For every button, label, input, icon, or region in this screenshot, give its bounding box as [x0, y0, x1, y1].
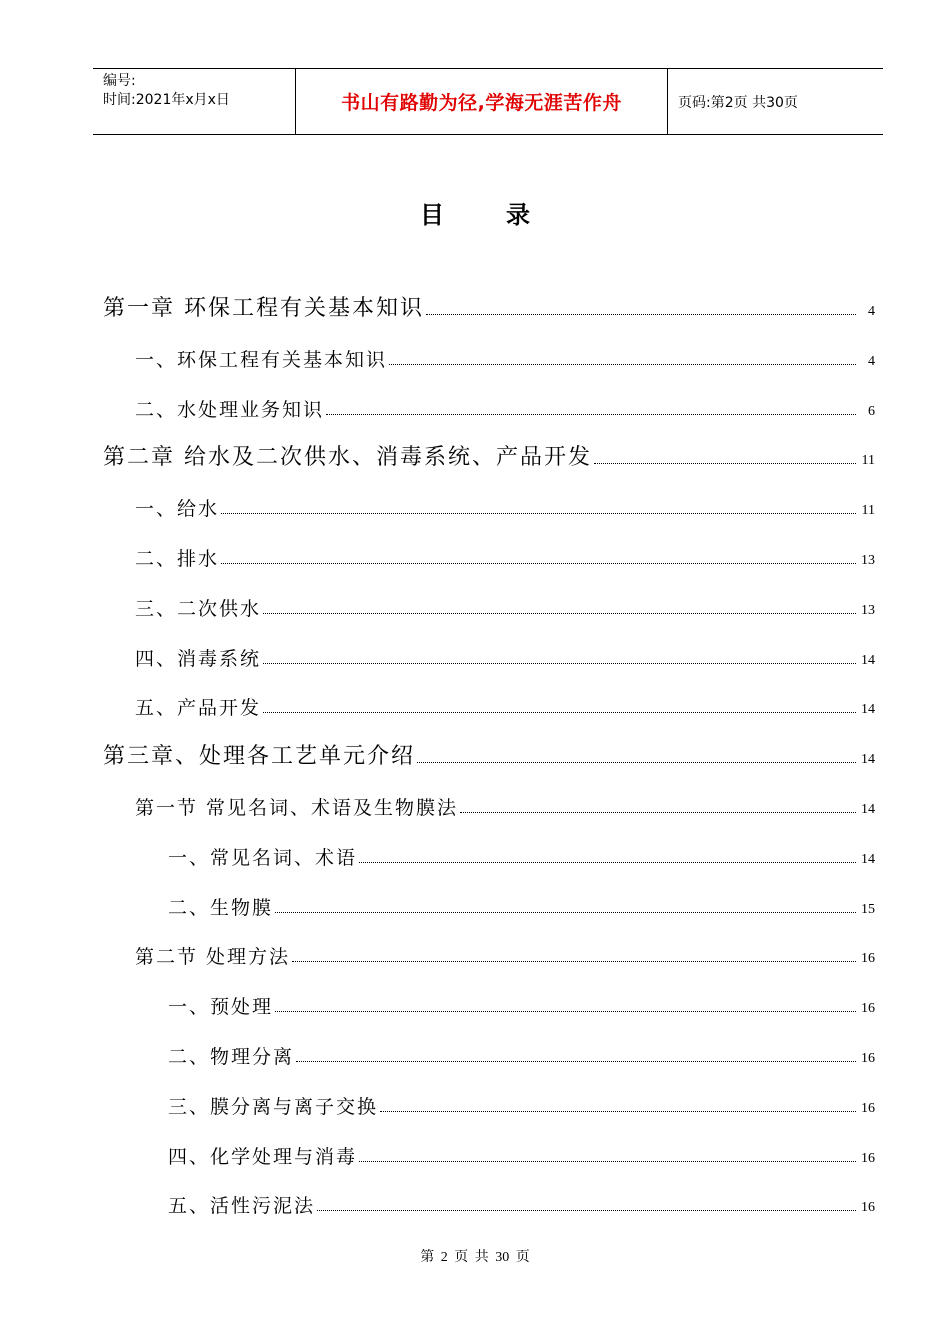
toc-entry-text: 一、环保工程有关基本知识 — [135, 349, 388, 371]
toc-title: 目录 — [420, 201, 592, 229]
toc-page-number: 13 — [861, 603, 875, 618]
toc-entry-text: 一、常见名词、术语 — [168, 847, 358, 869]
toc-dot-leader — [359, 862, 856, 863]
toc-page-number: 14 — [861, 702, 875, 717]
toc-page-number: 6 — [868, 404, 875, 419]
toc-entry-text: 一、给水 — [135, 498, 220, 520]
toc-page-number: 16 — [861, 1101, 875, 1116]
toc-dot-leader — [221, 513, 856, 514]
toc-entry[interactable] — [135, 790, 875, 820]
toc-entry[interactable] — [168, 1039, 875, 1069]
toc-entry-text: 二、水处理业务知识 — [135, 399, 325, 421]
toc-page-number: 16 — [861, 1051, 875, 1066]
toc-page-number: 14 — [861, 653, 875, 668]
header-page-info: 页码:第2页 共30页 — [678, 94, 798, 111]
toc-entry-text: 一、预处理 — [168, 996, 274, 1018]
toc-entry-text: 第二章 给水及二次供水、消毒系统、产品开发 — [103, 445, 592, 470]
toc-entry-text: 五、产品开发 — [135, 697, 262, 719]
toc-page-number: 16 — [861, 1151, 875, 1166]
toc-entry-text: 五、活性污泥法 — [168, 1195, 316, 1217]
toc-dot-leader — [275, 1011, 856, 1012]
toc-entry-text: 三、二次供水 — [135, 598, 262, 620]
toc-entry[interactable] — [135, 342, 875, 372]
toc-entry[interactable] — [168, 840, 875, 870]
page-footer: 第 2 页 共 30 页 — [420, 1250, 530, 1265]
toc-entry[interactable] — [168, 989, 875, 1019]
toc-page-number: 11 — [861, 453, 875, 468]
toc-dot-leader — [594, 463, 856, 464]
toc-entry[interactable] — [168, 1089, 875, 1119]
toc-dot-leader — [389, 364, 856, 365]
toc-page-number: 14 — [861, 802, 875, 817]
toc-entry[interactable] — [103, 441, 875, 471]
toc-entry-text: 三、膜分离与离子交换 — [168, 1096, 379, 1118]
number-label: 编号: — [103, 73, 136, 89]
toc-entry[interactable] — [135, 939, 875, 969]
toc-dot-leader — [263, 613, 856, 614]
toc-dot-leader — [221, 563, 856, 564]
toc-entry-text: 第一章 环保工程有关基本知识 — [103, 296, 424, 321]
toc-entry[interactable] — [135, 392, 875, 422]
toc-page-number: 16 — [861, 951, 875, 966]
toc-entry-text: 第二节 处理方法 — [135, 946, 291, 968]
toc-entry-text: 二、物理分离 — [168, 1046, 295, 1068]
toc-page-number: 4 — [868, 304, 875, 319]
toc-dot-leader — [275, 912, 856, 913]
toc-dot-leader — [426, 314, 856, 315]
toc-page-number: 13 — [861, 553, 875, 568]
toc-entry-text: 第三章、处理各工艺单元介绍 — [103, 744, 416, 769]
toc-dot-leader — [417, 762, 856, 763]
toc-entry[interactable] — [135, 541, 875, 571]
toc-entry-text: 二、排水 — [135, 548, 220, 570]
toc-entry[interactable] — [168, 890, 875, 920]
toc-dot-leader — [326, 414, 856, 415]
toc-dot-leader — [296, 1061, 856, 1062]
toc-entry[interactable] — [135, 491, 875, 521]
toc-entry[interactable] — [168, 1139, 875, 1169]
toc-dot-leader — [292, 961, 856, 962]
toc-dot-leader — [380, 1111, 856, 1112]
toc-page-number: 4 — [868, 354, 875, 369]
toc-dot-leader — [263, 712, 856, 713]
toc-entry[interactable] — [135, 591, 875, 621]
toc-page-number: 15 — [861, 902, 875, 917]
toc-entry-text: 四、化学处理与消毒 — [168, 1146, 358, 1168]
toc-dot-leader — [460, 812, 856, 813]
toc-page-number: 16 — [861, 1001, 875, 1016]
toc-page-number: 14 — [861, 852, 875, 867]
toc-page-number: 14 — [861, 752, 875, 767]
toc-page-number: 11 — [861, 503, 875, 518]
toc-entry[interactable] — [168, 1188, 875, 1218]
motto-text: 书山有路勤为径,学海无涯苦作舟 — [341, 92, 622, 114]
toc-entry[interactable] — [135, 690, 875, 720]
time-label: 时间:2021年x月x日 — [103, 92, 230, 108]
toc-dot-leader — [263, 663, 856, 664]
toc-entry[interactable] — [135, 641, 875, 671]
toc-dot-leader — [317, 1210, 856, 1211]
toc-entry-text: 第一节 常见名词、术语及生物膜法 — [135, 797, 459, 819]
toc-entry[interactable] — [103, 292, 875, 322]
toc-entry[interactable] — [103, 740, 875, 770]
toc-page-number: 16 — [861, 1200, 875, 1215]
toc-entry-text: 四、消毒系统 — [135, 648, 262, 670]
toc-dot-leader — [359, 1161, 856, 1162]
toc-entry-text: 二、生物膜 — [168, 897, 274, 919]
